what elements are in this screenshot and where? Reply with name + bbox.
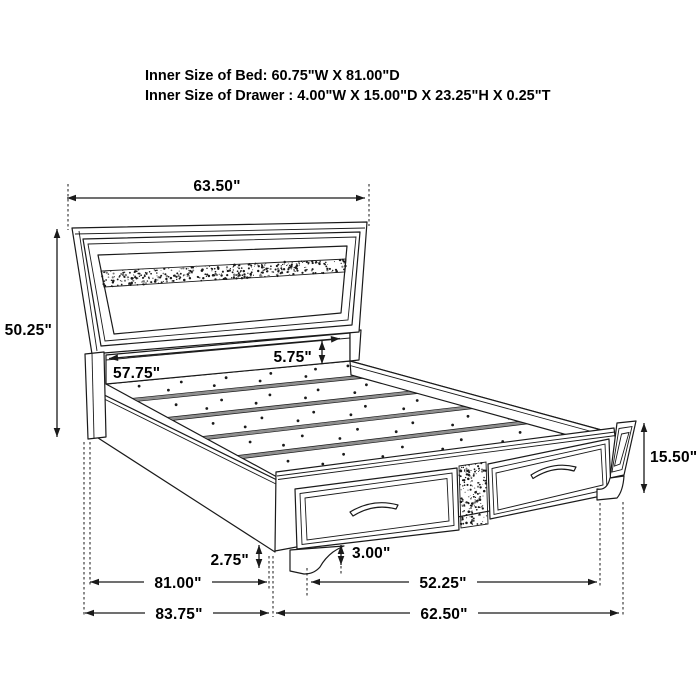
dim-footboard-width: 62.50"	[420, 606, 468, 623]
headboard-leg-right	[350, 330, 361, 361]
inner-drawer-size-note: Inner Size of Drawer : 4.00"W X 15.00"D X 23.25"H X 0.25"T	[145, 88, 551, 104]
dim-head-rail-length: 57.75"	[113, 365, 161, 382]
inner-bed-size-note: Inner Size of Bed: 60.75"W X 81.00"D	[145, 68, 400, 84]
dim-overall-length: 83.75"	[155, 606, 203, 623]
dim-left-clearance: 2.75"	[210, 552, 249, 569]
dim-headboard-width: 63.50"	[193, 178, 241, 195]
dim-side-rail-height: 5.75"	[273, 349, 312, 366]
footboard-foot-left	[290, 546, 344, 574]
dim-rail-inner-length: 81.00"	[154, 575, 202, 592]
dim-footboard-height: 15.50"	[650, 449, 698, 466]
dim-foot-height: 3.00"	[352, 545, 391, 562]
dim-headboard-height: 50.25"	[4, 322, 52, 339]
header-notes	[145, 68, 551, 104]
headboard-leg-left	[85, 352, 106, 439]
dim-drawer-span: 52.25"	[419, 575, 467, 592]
